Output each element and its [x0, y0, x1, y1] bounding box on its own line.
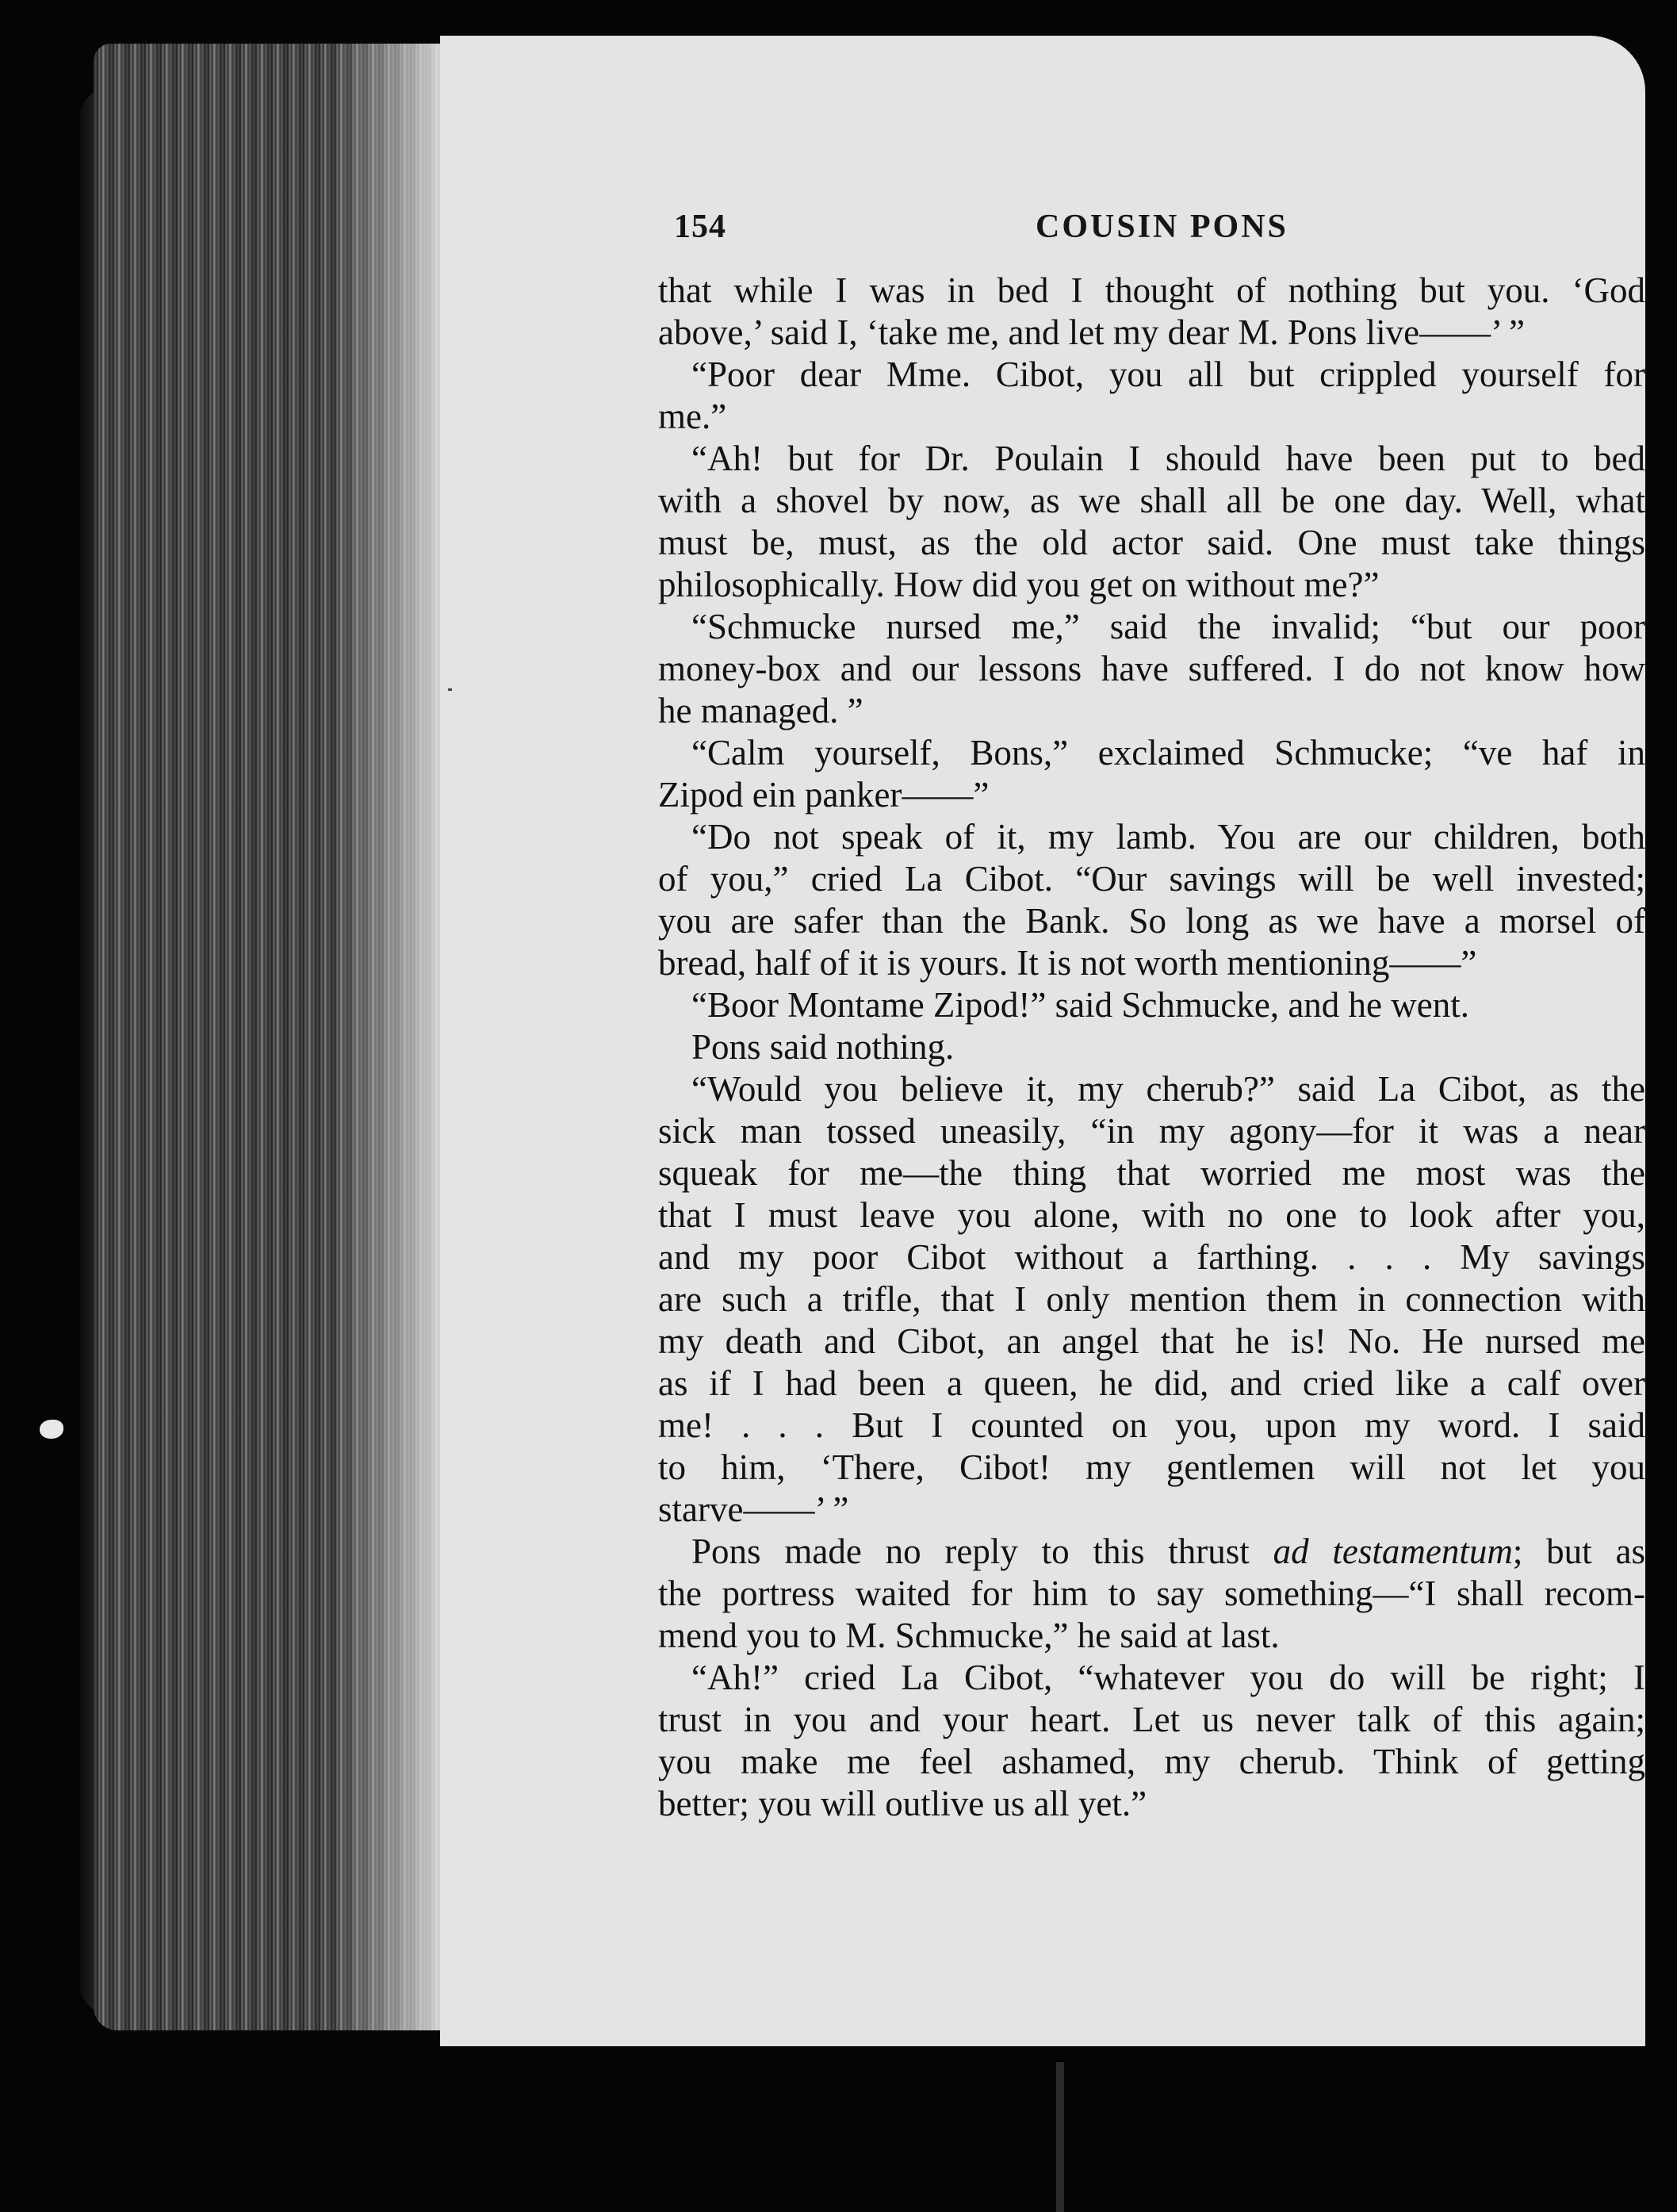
- text-line: squeak for me—the thing that worried me most was the: [658, 1153, 1645, 1193]
- text-line: are such a trifle, that I only mention them in connection with: [658, 1279, 1645, 1319]
- text-line: my death and Cibot, an angel that he is! No. He nursed me: [658, 1321, 1645, 1361]
- page-number: 154: [674, 209, 726, 245]
- page-header: [674, 208, 1641, 255]
- text-line: trust in you and your heart. Let us never talk of this again;: [658, 1700, 1645, 1739]
- text-line: that I must leave you alone, with no one to look after you,: [658, 1195, 1645, 1235]
- scan-smudge: [40, 1420, 63, 1439]
- text-line: you are safer than the Bank. So long as we have a morsel of: [658, 901, 1645, 941]
- text-line: money-box and our lessons have suffered. I do not know how: [658, 649, 1645, 688]
- text-line: “Boor Montame Zipod!” said Schmucke, and he went.: [691, 985, 1469, 1025]
- scan-dot: [448, 688, 452, 691]
- binding-mark: [1056, 2062, 1064, 2212]
- text-line: with a shovel by now, as we shall all be one day. Well, what: [658, 481, 1645, 520]
- text-line: “Schmucke nursed me,” said the invalid; “but our poor: [691, 607, 1645, 646]
- text-line: Zipod ein panker——”: [658, 775, 990, 815]
- text-line: the portress waited for him to say something—“I shall recom-: [658, 1574, 1645, 1613]
- text-line: “Poor dear Mme. Cibot, you all but crippled yourself for: [691, 355, 1645, 394]
- text-line: must be, must, as the old actor said. One must take things: [658, 523, 1645, 562]
- text-line: to him, ‘There, Cibot! my gentlemen will not let you: [658, 1447, 1645, 1487]
- text-line: you make me feel ashamed, my cherub. Think of getting: [658, 1742, 1645, 1781]
- text-line: bread, half of it is yours. It is not worth mentioning——”: [658, 943, 1477, 983]
- text-line: “Calm yourself, Bons,” exclaimed Schmucke; “ve haf in: [691, 733, 1645, 772]
- text-line: he managed. ”: [658, 691, 863, 730]
- book-fore-edge: [94, 44, 446, 2030]
- text-line: “Ah!” cried La Cibot, “whatever you do will be right; I: [691, 1658, 1645, 1697]
- text-line: as if I had been a queen, he did, and cried like a calf over: [658, 1363, 1645, 1403]
- text-line: me.”: [658, 397, 727, 436]
- running-head: COUSIN PONS: [1036, 209, 1288, 245]
- italic-phrase: ad testamentum: [1273, 1532, 1513, 1571]
- text-line: philosophically. How did you get on without me?”: [658, 565, 1380, 604]
- text-line: “Do not speak of it, my lamb. You are our children, both: [691, 817, 1645, 857]
- text-line: above,’ said I, ‘take me, and let my dear M. Pons live——’ ”: [658, 312, 1526, 352]
- text-line: “Ah! but for Dr. Poulain I should have been put to bed: [691, 439, 1645, 478]
- text-line: “Would you believe it, my cherub?” said La Cibot, as the: [691, 1069, 1645, 1109]
- text-line: Pons made no reply to this thrust ad testamentum; but as: [691, 1532, 1645, 1571]
- text-line: Pons said nothing.: [691, 1027, 955, 1067]
- text-line: that while I was in bed I thought of nothing but you. ‘God: [658, 270, 1645, 310]
- text-line: me! . . . But I counted on you, upon my word. I said: [658, 1405, 1645, 1445]
- text-line: of you,” cried La Cibot. “Our savings will be well invested;: [658, 859, 1645, 899]
- text-line: sick man tossed uneasily, “in my agony—for it was a near: [658, 1111, 1645, 1151]
- text-line: and my poor Cibot without a farthing. . . . My savings: [658, 1237, 1645, 1277]
- body-text: [658, 270, 1645, 1825]
- text-line: starve——’ ”: [658, 1489, 849, 1529]
- text-line: better; you will outlive us all yet.”: [658, 1784, 1147, 1823]
- text-line: mend you to M. Schmucke,” he said at last.: [658, 1616, 1280, 1655]
